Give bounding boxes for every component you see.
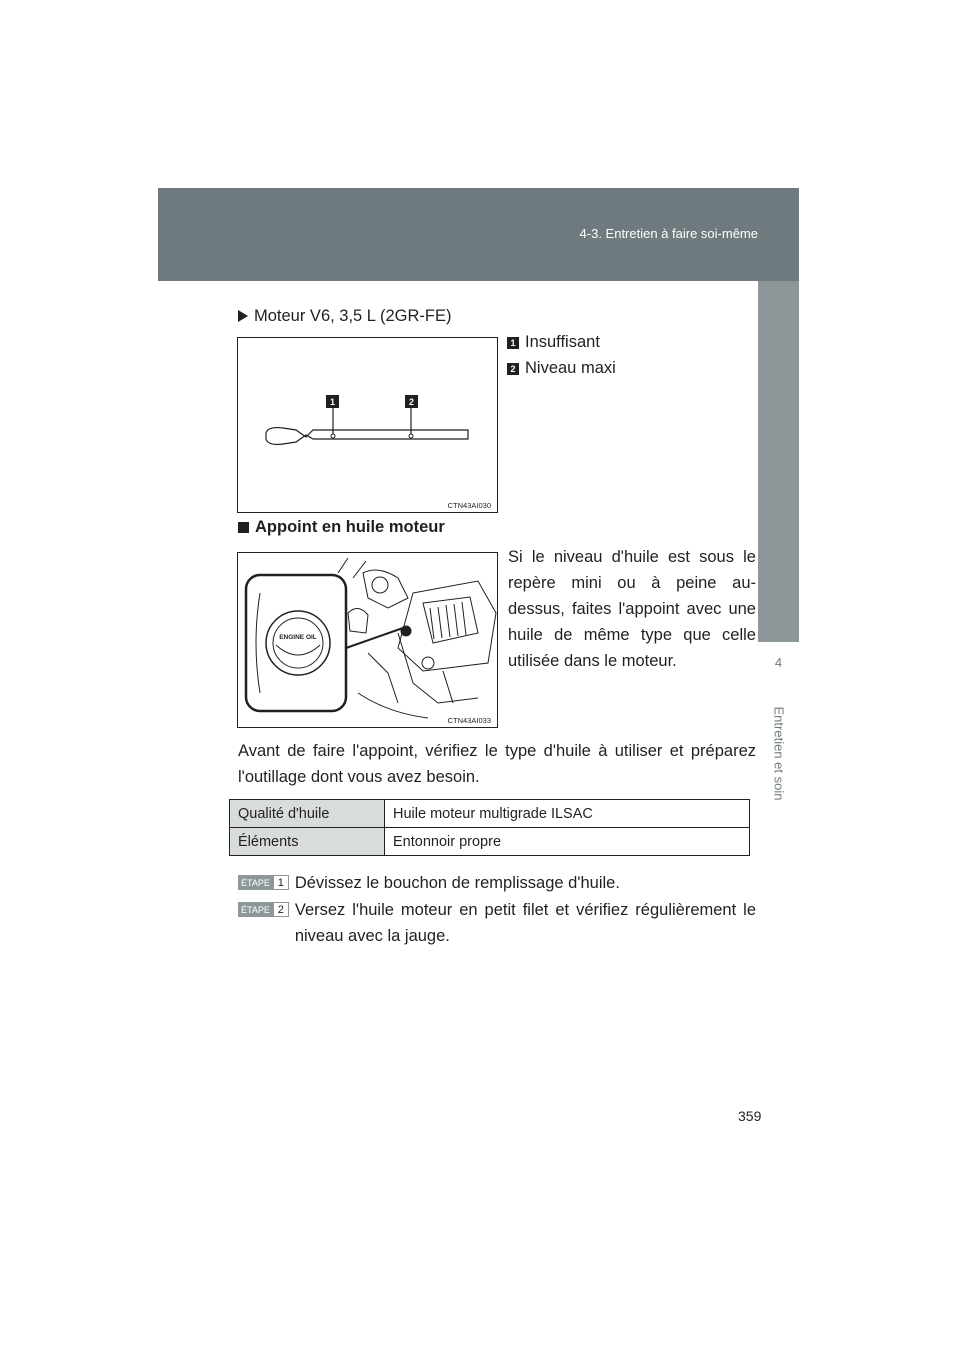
table-row-label: Qualité d'huile: [230, 800, 385, 828]
step-badge: [238, 875, 289, 890]
engine-line: [238, 303, 451, 329]
legend-number: 2: [507, 363, 519, 375]
triangle-bullet-icon: [238, 310, 248, 322]
table-row-value: Entonnoir propre: [385, 828, 750, 856]
cap-label: ENGINE OIL: [279, 634, 317, 641]
step-item: [238, 870, 756, 896]
page-number: 359: [738, 1108, 762, 1124]
legend-item: [507, 333, 600, 352]
figure-code: CTN43AI030: [447, 501, 491, 510]
step-badge-number: 1: [273, 875, 289, 890]
chapter-label: Entretien et soin: [771, 706, 787, 801]
requirements-table: [229, 799, 750, 856]
table-row-label: Éléments: [230, 828, 385, 856]
step-text: Dévissez le bouchon de remplissage d'huile.: [294, 874, 620, 892]
chapter-number: 4: [774, 655, 783, 670]
figure-code: CTN43AI033: [447, 716, 491, 725]
step-badge: [238, 902, 289, 917]
engine-bay-illustration: [238, 553, 497, 727]
legend-label: Insuffisant: [525, 333, 600, 351]
section-heading: [238, 518, 445, 537]
square-bullet-icon: [238, 522, 249, 533]
legend-item: [507, 359, 616, 378]
dipstick-illustration: [238, 338, 497, 512]
step-badge-label: ÉTAPE: [238, 902, 273, 917]
step-badge-number: 2: [273, 902, 289, 917]
table-row-value: Huile moteur multigrade ILSAC: [385, 800, 750, 828]
marker-2: 2: [408, 397, 415, 407]
dipstick-figure: [237, 337, 498, 513]
engine-label: Moteur V6, 3,5 L (2GR-FE): [254, 307, 452, 325]
table-row: [230, 828, 750, 856]
legend-label: Niveau maxi: [525, 359, 616, 377]
section-title: 4-3. Entretien à faire soi-même: [579, 226, 758, 241]
preparation-text: Avant de faire l'appoint, vérifiez le type d'huile à utiliser et préparez l'outillage dont vous avez besoin.: [238, 742, 756, 786]
table-row: [230, 800, 750, 828]
chapter-tab: [758, 281, 799, 642]
refill-instruction: Si le niveau d'huile est sous le repère mini ou à peine au-dessus, faites l'appoint avec une huile de même type que celle utilisée dans le moteur.: [508, 548, 756, 670]
marker-1: 1: [329, 397, 336, 407]
step-item: [238, 897, 756, 949]
step-badge-label: ÉTAPE: [238, 875, 273, 890]
oil-cap-figure: [237, 552, 498, 728]
step-text: Versez l'huile moteur en petit filet et vérifiez régulièrement le niveau avec la jauge.: [294, 901, 756, 945]
section-heading-text: Appoint en huile moteur: [255, 518, 445, 536]
legend-number: 1: [507, 337, 519, 349]
